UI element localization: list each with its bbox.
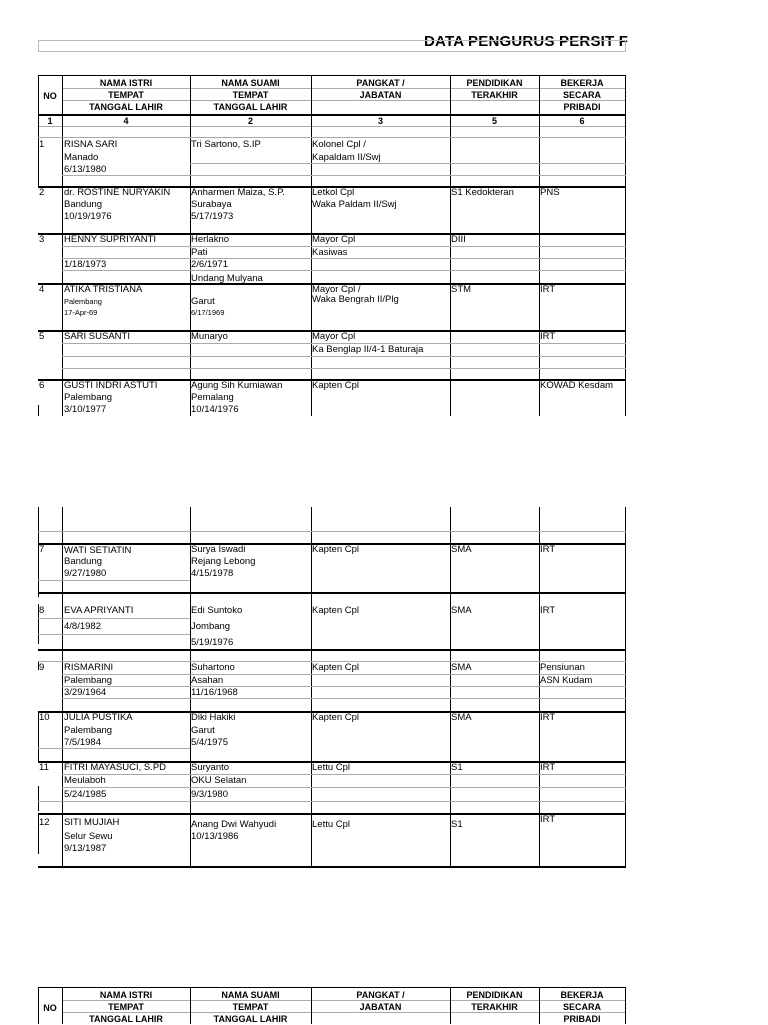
suami-place: Jombang (191, 621, 231, 632)
pangkat: Mayor Cpl (312, 234, 356, 245)
pangkat: Letkol Cpl (312, 187, 355, 198)
header-istri-3: TANGGAL LAHIR (89, 1014, 163, 1024)
col-number: 5 (491, 116, 497, 126)
istri-name: dr. ROSTINE NURYAKIN (64, 187, 171, 198)
istri-date: 6/13/1980 (64, 164, 107, 175)
header-suami-2: TEMPAT (232, 90, 269, 100)
jabatan: Waka Paldam II/Swj (312, 199, 397, 210)
pangkat: Kapten Cpl (312, 380, 360, 391)
pendidikan: S1 (451, 762, 463, 773)
istri-place: Palembang (64, 725, 113, 736)
header-pangkat-2: JABATAN (359, 1002, 402, 1012)
col-number: 6 (579, 116, 585, 126)
header-istri-2: TEMPAT (108, 1002, 144, 1012)
istri-date: 7/5/1984 (64, 737, 101, 748)
header-bekerja-3: PRIBADI (563, 102, 601, 112)
istri-place: Bandung (64, 556, 103, 567)
row-no: 3 (39, 234, 45, 245)
istri-name: FITRI MAYASUCI, S.PD (64, 762, 167, 773)
header-suami-1: NAMA SUAMI (221, 990, 280, 1000)
istri-place: Selur Sewu (64, 831, 113, 842)
pendidikan: STM (451, 284, 472, 295)
title-bar-frame (38, 40, 626, 52)
istri-place: Meulaboh (64, 775, 106, 786)
header-bekerja-1: BEKERJA (560, 78, 604, 88)
suami-name: Suryanto (191, 762, 230, 773)
header-suami-3: TANGGAL LAHIR (213, 1014, 288, 1024)
pendidikan: DIII (451, 234, 466, 245)
row-no: 9 (39, 662, 45, 673)
bekerja: Pensiunan (540, 662, 585, 673)
bekerja: KOWAD Kesdam (540, 380, 614, 391)
header-bekerja-2: SECARA (562, 1002, 601, 1012)
col-number: 3 (377, 116, 383, 126)
pendidikan: S1 Kedokteran (451, 187, 514, 198)
istri-place: Palembang (64, 675, 113, 686)
bekerja: IRT (540, 814, 556, 825)
pangkat: Lettu Cpl (312, 762, 351, 773)
header-suami-2: TEMPAT (232, 1002, 269, 1012)
suami-name: Agung Sih Kurniawan (191, 380, 283, 391)
istri-name: EVA APRIYANTI (64, 605, 134, 616)
istri-date: 17-Apr-69 (64, 308, 98, 317)
jabatan: Ka Benglap II/4-1 Baturaja (312, 344, 424, 355)
istri-name: JULIA PUSTIKA (64, 712, 133, 723)
bekerja: IRT (540, 605, 556, 616)
bekerja: IRT (540, 544, 556, 555)
istri-name: RISNA SARI (64, 139, 118, 150)
suami-place: Asahan (191, 675, 224, 686)
row-no: 2 (39, 187, 45, 198)
istri-date: 5/24/1985 (64, 789, 107, 800)
suami-date: 5/4/1975 (191, 737, 228, 748)
suami-extra: Undang Mulyana (191, 273, 263, 284)
pendidikan: S1 (451, 819, 463, 830)
istri-name: SARI SUSANTI (64, 331, 130, 342)
row-no: 11 (39, 762, 49, 773)
istri-date: 4/8/1982 (64, 621, 101, 632)
suami-place: Garut (191, 296, 215, 307)
istri-date: 9/27/1980 (64, 568, 107, 579)
bekerja-2: ASN Kudam (540, 675, 593, 686)
pendidikan: SMA (451, 662, 472, 673)
header-suami-3: TANGGAL LAHIR (213, 102, 288, 112)
suami-name: Herlakno (191, 234, 230, 245)
row-no: 8 (39, 605, 45, 616)
bekerja: IRT (540, 762, 556, 773)
header-pendidikan-2: TERAKHIR (471, 1002, 518, 1012)
pangkat: Kapten Cpl (312, 712, 360, 723)
header-pangkat-2: JABATAN (359, 90, 402, 100)
istri-date: 10/19/1976 (64, 211, 112, 222)
row-no: 10 (39, 712, 50, 723)
bekerja: PNS (540, 187, 560, 198)
col-number: 4 (123, 116, 129, 126)
bekerja: IRT (540, 331, 556, 342)
suami-place: Pemalang (191, 392, 234, 403)
suami-name: Anang Dwi Wahyudi (191, 819, 277, 830)
header-bekerja-1: BEKERJA (560, 990, 604, 1000)
suami-name: Diki Hakiki (191, 712, 236, 723)
pendidikan: SMA (451, 605, 472, 616)
pendidikan: SMA (451, 712, 472, 723)
row-no: 5 (39, 331, 45, 342)
suami-date: 10/13/1986 (191, 831, 239, 842)
suami-place: Rejang Lebong (191, 556, 256, 567)
suami-date: 2/6/1971 (191, 259, 228, 270)
pangkat: Mayor Cpl / (312, 284, 361, 295)
suami-date: 10/14/1976 (191, 404, 239, 415)
istri-date: 9/13/1987 (64, 843, 107, 854)
header-no: NO (43, 1003, 57, 1013)
pangkat: Mayor Cpl (312, 331, 356, 342)
row-no: 6 (39, 380, 45, 391)
suami-place: Garut (191, 725, 215, 736)
row-no: 12 (39, 817, 50, 828)
header-bekerja-2: SECARA (562, 90, 601, 100)
jabatan: Kasiwas (312, 247, 348, 258)
istri-name: WATI SETIATIN (64, 545, 132, 556)
header-istri-2: TEMPAT (108, 90, 144, 100)
pendidikan: SMA (451, 544, 472, 555)
istri-place: Bandung (64, 199, 103, 210)
suami-date: 5/17/1973 (191, 211, 234, 222)
suami-place: Surabaya (191, 199, 232, 210)
pangkat: Kapten Cpl (312, 605, 360, 616)
suami-date: 4/15/1978 (191, 568, 234, 579)
suami-date: 5/19/1976 (191, 637, 234, 648)
suami-name: Edi Suntoko (191, 605, 243, 616)
header-pangkat-1: PANGKAT / (356, 990, 405, 1000)
jabatan: Kapaldam II/Swj (312, 152, 381, 163)
istri-place: Palembang (64, 297, 102, 306)
istri-name: ATIKA TRISTIANA (64, 284, 143, 295)
istri-name: HENNY SUPRIYANTI (64, 234, 157, 245)
header-istri-3: TANGGAL LAHIR (89, 102, 163, 112)
suami-name: Surya Iswadi (191, 544, 246, 555)
header-suami-1: NAMA SUAMI (221, 78, 280, 88)
pangkat: Kapten Cpl (312, 662, 360, 673)
istri-place: Palembang (64, 392, 113, 403)
suami-date: 11/16/1968 (191, 687, 238, 698)
istri-name: SITI MUJIAH (64, 817, 120, 828)
suami-place: Pati (191, 247, 208, 258)
header-pendidikan-1: PENDIDIKAN (466, 990, 523, 1000)
istri-name: GUSTI INDRI ASTUTI (64, 380, 158, 391)
header-istri-1: NAMA ISTRI (99, 990, 153, 1000)
suami-name: Munaryo (191, 331, 228, 342)
row-no: 4 (39, 284, 45, 295)
header-istri-1: NAMA ISTRI (99, 78, 153, 88)
bekerja: IRT (540, 712, 556, 723)
header-pendidikan-1: PENDIDIKAN (466, 78, 523, 88)
suami-date: 6/17/1969 (191, 308, 225, 317)
header-bekerja-3: PRIBADI (563, 1014, 601, 1024)
header-pangkat-1: PANGKAT / (356, 78, 405, 88)
istri-name: RISMARINI (64, 662, 114, 673)
istri-date: 1/18/1973 (64, 259, 107, 270)
col-number: 1 (47, 116, 53, 126)
header-pendidikan-2: TERAKHIR (471, 90, 518, 100)
pangkat: Kolonel Cpl / (312, 139, 366, 150)
header-no: NO (43, 91, 57, 101)
suami-name: Suhartono (191, 662, 235, 673)
suami-name: Anharmen Maiza, S.P. (191, 187, 285, 198)
suami-date: 9/3/1980 (191, 789, 228, 800)
pangkat: Lettu Cpl (312, 819, 351, 830)
istri-date: 3/10/1977 (64, 404, 107, 415)
jabatan: Waka Bengrah II/Plg (312, 294, 399, 305)
suami-name: Tri Sartono, S.IP (191, 139, 261, 150)
pangkat: Kapten Cpl (312, 544, 360, 555)
page-title: DATA PENGURUS PERSIT F (424, 33, 629, 50)
istri-place: Manado (64, 152, 99, 163)
istri-date: 3/29/1964 (64, 687, 107, 698)
bekerja: IRT (540, 284, 556, 295)
row-no: 7 (39, 544, 45, 555)
col-number: 2 (247, 116, 253, 126)
suami-place: OKU Selatan (191, 775, 247, 786)
row-no: 1 (39, 139, 45, 150)
